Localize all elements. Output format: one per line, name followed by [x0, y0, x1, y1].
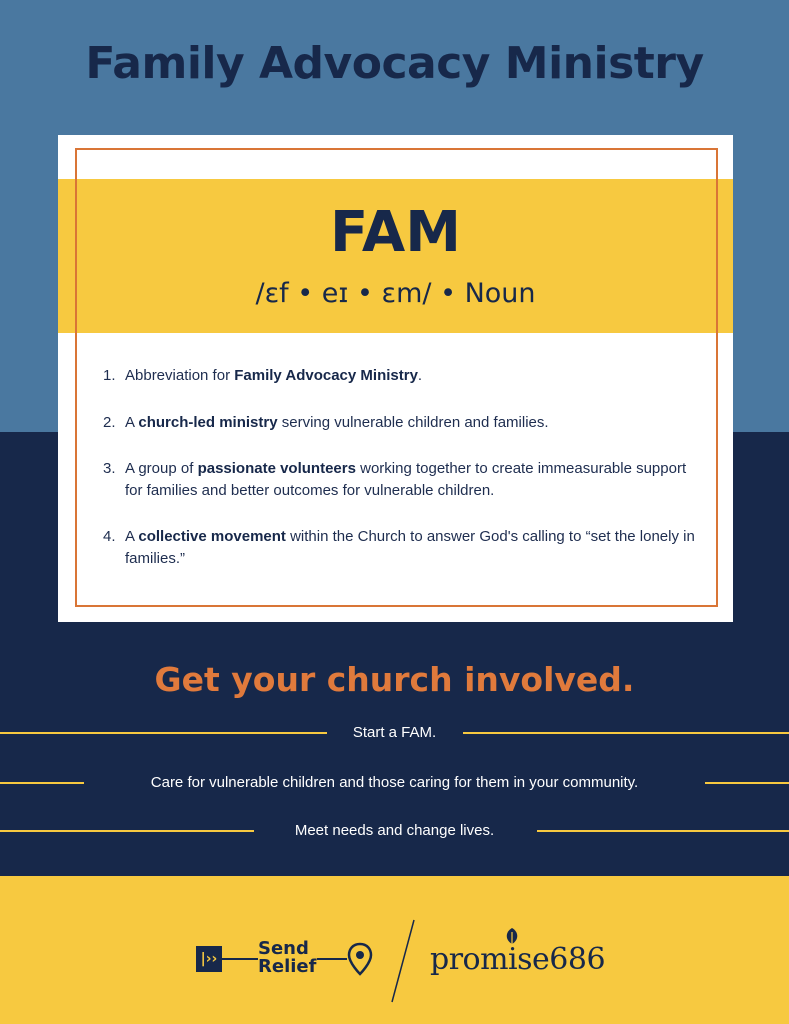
definition-text: A group of [125, 460, 198, 477]
definition-item [100, 365, 700, 387]
definition-list [100, 365, 700, 594]
forward-arrows-icon: |›› [196, 946, 222, 972]
send-relief-word: Send [258, 938, 309, 959]
definition-text: A [125, 528, 139, 545]
definition-text: within the Church to answer God's calling to “set the lonely in families.” [125, 528, 695, 567]
cta-heading: Get your church involved. [154, 660, 635, 699]
page-title: Family Advocacy Ministry [85, 38, 704, 89]
logo-divider [388, 918, 418, 1004]
definition-number: 3. [103, 460, 116, 477]
definition-text: serving vulnerable children and families. [277, 414, 549, 431]
cta-line [0, 721, 789, 745]
definition-text: A [125, 414, 139, 431]
definition-number: 1. [103, 367, 116, 384]
cta-line-text: Start a FAM. [352, 724, 437, 741]
term-heading: FAM [330, 200, 461, 265]
definition-emphasis: Family Advocacy Ministry [234, 367, 418, 384]
cta-line-text: Care for vulnerable children and those caring for them in your community. [150, 774, 639, 791]
definition-item [100, 458, 700, 502]
cta-line [0, 819, 789, 843]
send-relief-logo [258, 940, 316, 976]
definition-text: working together to create immeasurable support for families and better outcomes for vulnerable children. [125, 460, 687, 499]
definition-text: Abbreviation for [125, 367, 235, 384]
promise686-logo: promise686 [430, 942, 606, 977]
send-relief-word: Relief [258, 956, 317, 977]
definition-number: 4. [103, 528, 116, 545]
cta-line [0, 771, 789, 795]
definition-item [100, 526, 700, 570]
definition-emphasis: church-led ministry [138, 414, 278, 431]
pronunciation: /ɛf • eɪ • ɛm/ • Noun [255, 278, 536, 309]
logo-connector [317, 958, 347, 960]
definition-number: 2. [103, 414, 116, 431]
map-pin-icon [347, 942, 373, 976]
cta-line-text: Meet needs and change lives. [294, 822, 495, 839]
definition-item [100, 412, 700, 434]
definition-emphasis: collective movement [138, 528, 286, 545]
partner-logos [0, 912, 789, 1002]
definition-text: . [417, 367, 423, 384]
definition-emphasis: passionate volunteers [197, 460, 356, 477]
logo-connector [222, 958, 258, 960]
